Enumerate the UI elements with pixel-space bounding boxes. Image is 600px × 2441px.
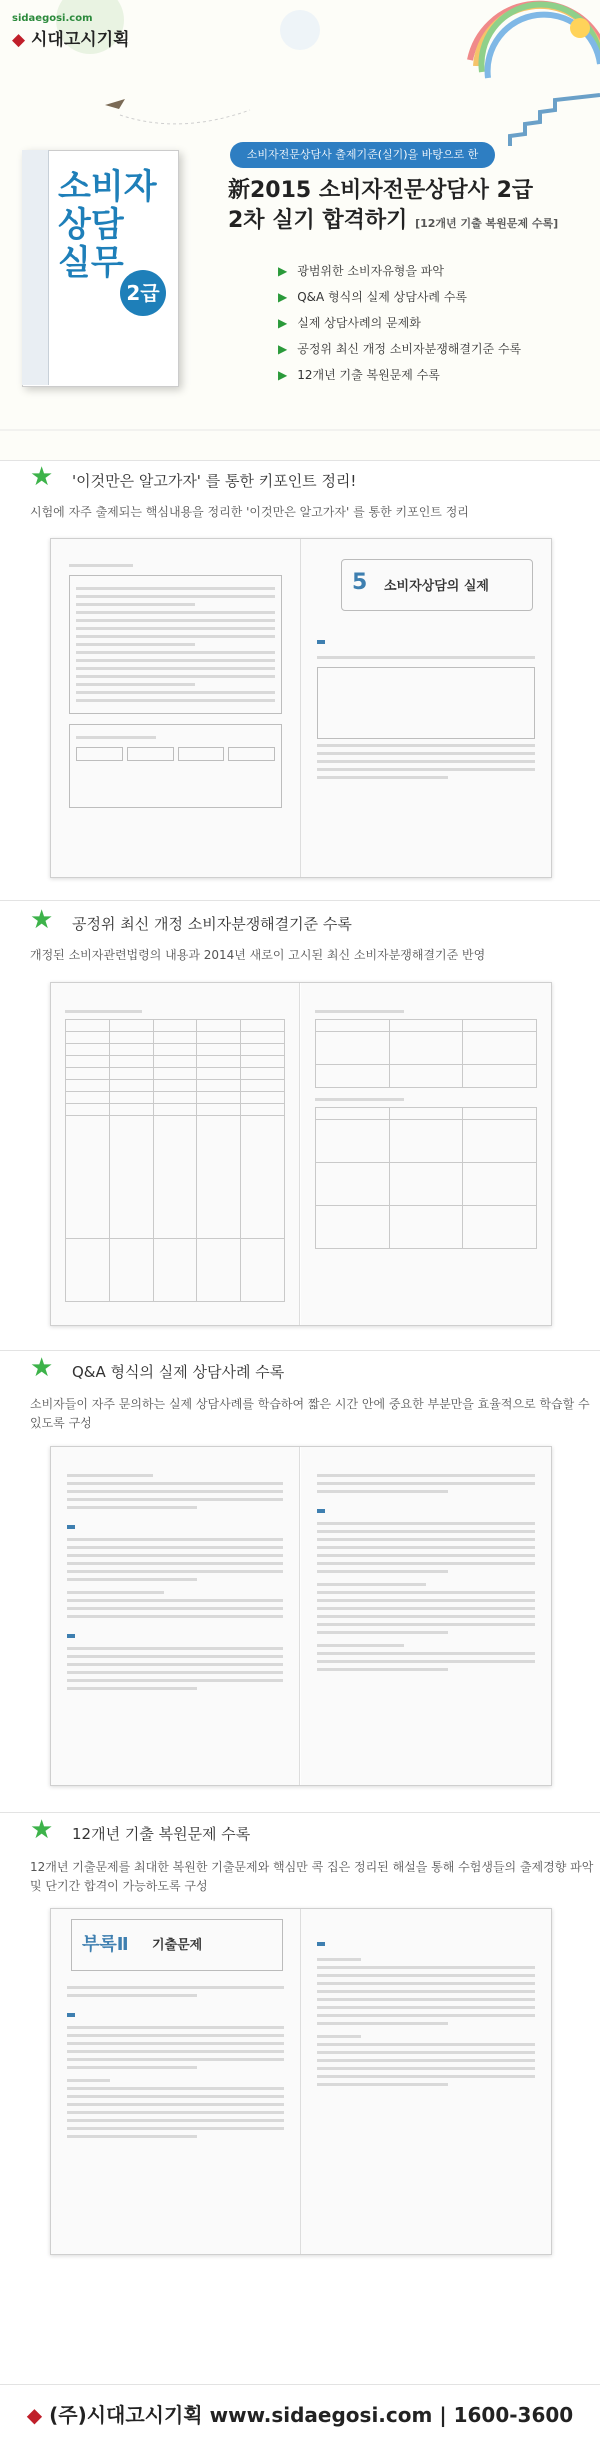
page-right	[301, 1909, 551, 2254]
logo-name: 시대고시기획	[31, 30, 130, 50]
footer-separator: |	[439, 2403, 447, 2427]
section-title: Q&A 형식의 실제 상담사례 수록	[72, 1363, 285, 1381]
divider	[0, 1350, 600, 1351]
section-desc: 12개년 기출문제를 최대한 복원한 기출문제와 핵심만 콕 집은 정리된 해설을 통해 수험생들의 출제경향 파악	[30, 1860, 594, 1874]
page-left	[51, 983, 300, 1325]
hero-title-main: 2차 실기 합격하기	[228, 208, 408, 233]
dispute-table	[315, 1019, 537, 1088]
divider	[0, 2384, 600, 2385]
bird-icon	[105, 99, 125, 109]
appendix-label: 부록Ⅱ	[82, 1934, 129, 1955]
rainbow-icon	[470, 4, 600, 78]
book-spread-preview	[50, 538, 552, 878]
dispute-table	[315, 1107, 537, 1249]
sun-icon	[570, 18, 590, 38]
hero-subtitle-pill: 소비자전문상담사 출제기준(실기)을 바탕으로 한	[230, 142, 495, 168]
hero-title-note: [12개년 기출 복원문제 수록]	[415, 217, 559, 230]
section-title: 12개년 기출 복원문제 수록	[72, 1825, 251, 1843]
logo-url[interactable]: sidaegosi.com	[12, 13, 93, 24]
book-spread-preview	[50, 1908, 552, 2255]
hero-banner	[0, 0, 600, 460]
arrow-icon: ▶	[278, 316, 288, 330]
book-spread-preview	[50, 1446, 552, 1786]
star-icon: ★	[30, 1353, 54, 1383]
page-left	[51, 1447, 300, 1785]
appendix-title: 기출문제	[152, 1938, 203, 1953]
star-icon: ★	[30, 1815, 54, 1845]
book-spine	[22, 150, 49, 385]
book-title: 소비자 상담 실무	[58, 167, 157, 283]
page-right	[301, 539, 551, 877]
star-icon: ★	[30, 462, 54, 492]
page-right	[301, 983, 551, 1325]
feature-item: ▶ 광범위한 소비자유형을 파악	[278, 264, 444, 278]
logo-mark-icon: ◆	[12, 30, 26, 50]
hero-title: 新2015 소비자전문상담사 2급	[228, 178, 534, 203]
book-spread-preview	[50, 982, 552, 1326]
section-desc: 및 단기간 합격이 가능하도록 구성	[30, 1879, 208, 1893]
footer-phone: 1600-3600	[453, 2403, 574, 2427]
book-grade-badge: 2급	[120, 270, 166, 316]
page-right	[301, 1447, 551, 1785]
arrow-icon: ▶	[278, 264, 288, 278]
chapter-header	[341, 559, 533, 611]
page-left	[51, 1909, 301, 2254]
section-title: 공정위 최신 개정 소비자분쟁해결기준 수록	[72, 915, 352, 933]
section-desc: 소비자들이 자주 문의하는 실제 상담사례를 학습하여 짧은 시간 안에 중요한 부분만을 효율적으로 학습할 수	[30, 1397, 590, 1411]
logo[interactable]	[12, 25, 130, 50]
feature-item: ▶ 실제 상담사례의 문제화	[278, 316, 421, 330]
chapter-title: 소비자상담의 실제	[384, 579, 489, 594]
arrow-icon: ▶	[278, 290, 288, 304]
section-desc: 개정된 소비자관련법령의 내용과 2014년 새로이 고시된 최신 소비자분쟁해결기준 반영	[30, 948, 486, 962]
star-icon: ★	[30, 905, 54, 935]
footer	[0, 2390, 600, 2441]
page-left	[51, 539, 301, 877]
feature-item: ▶ 공정위 최신 개정 소비자분쟁해결기준 수록	[278, 342, 522, 356]
feature-item: ▶ 12개년 기출 복원문제 수록	[278, 368, 440, 382]
divider	[0, 1812, 600, 1813]
section-title: '이것만은 알고가자' 를 통한 키포인트 정리!	[72, 472, 357, 490]
arrow-icon: ▶	[278, 342, 288, 356]
arrow-icon: ▶	[278, 368, 288, 382]
section-desc: 시험에 자주 출제되는 핵심내용을 정리한 '이것만은 알고가자' 를 통한 키포인트 정리	[30, 505, 469, 519]
chapter-number: 5	[352, 570, 368, 595]
footer-url[interactable]: www.sidaegosi.com	[209, 2403, 433, 2427]
stairs-icon	[510, 95, 600, 146]
section-desc: 있도록 구성	[30, 1416, 92, 1430]
footer-company: (주)시대고시기획	[49, 2403, 203, 2427]
feature-item: ▶ Q&A 형식의 실제 상담사례 수록	[278, 290, 468, 304]
appendix-header	[71, 1919, 283, 1971]
hero-title-line2	[228, 206, 558, 239]
dispute-table	[65, 1019, 285, 1302]
divider	[0, 460, 600, 461]
chapter-chip	[317, 640, 325, 644]
divider	[0, 900, 600, 901]
logo-mark-icon: ◆	[26, 2403, 43, 2427]
